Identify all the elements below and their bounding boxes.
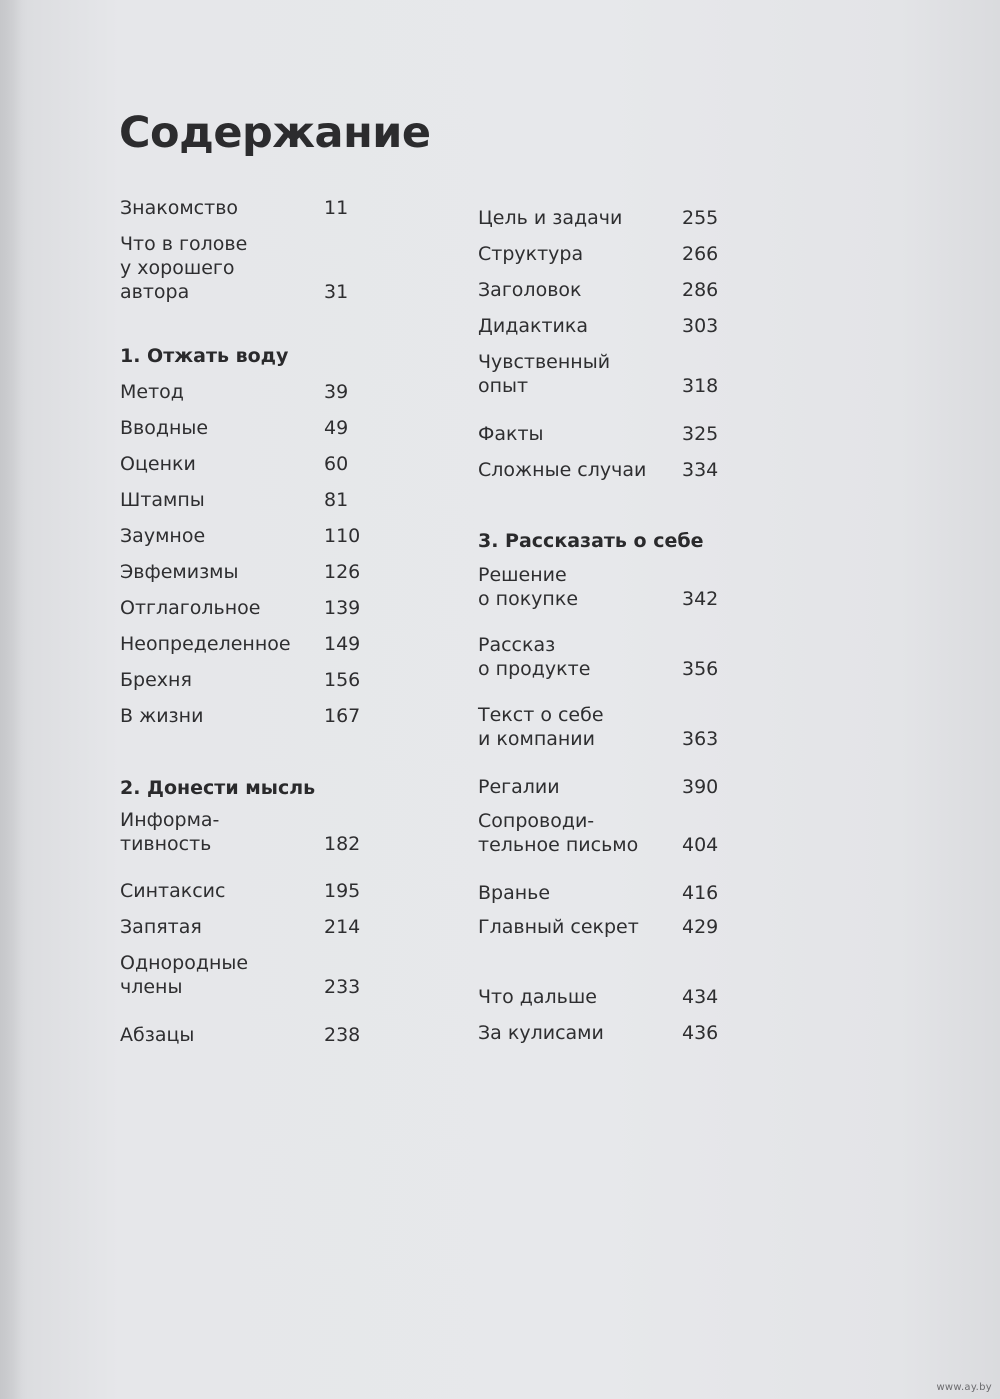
toc-section-heading: 1. Отжать воду <box>120 345 289 367</box>
toc-entry-page: 167 <box>324 705 361 727</box>
toc-entry <box>478 915 718 939</box>
toc-entry-label: Структура <box>478 243 584 265</box>
toc-entry-label: Оценки <box>120 453 196 475</box>
toc-entry-label: Факты <box>478 423 544 445</box>
toc-section-heading: 3. Рассказать о себе <box>478 530 704 552</box>
toc-entry <box>120 488 360 512</box>
toc-entry-label: Вводные <box>120 417 209 439</box>
toc-entry-label: Что дальше <box>478 986 597 1008</box>
toc-entry-label: Дидактика <box>478 315 588 337</box>
toc-entry <box>120 951 360 999</box>
toc-entry <box>120 596 360 620</box>
toc-entry-label: Текст о себе и компании <box>478 704 604 750</box>
toc-entry-label: Информа- тивность <box>120 809 220 855</box>
toc-entry <box>478 985 718 1009</box>
toc-entry-page: 110 <box>324 525 361 547</box>
toc-entry <box>478 242 718 266</box>
toc-entry <box>120 879 360 903</box>
toc-entry-label: Эвфемизмы <box>120 561 239 583</box>
toc-entry-label: Рассказ о продукте <box>478 634 591 680</box>
toc-entry-label: Запятая <box>120 916 202 938</box>
toc-entry-page: 195 <box>324 880 361 902</box>
toc-entry-label: Брехня <box>120 669 192 691</box>
toc-entry-label: Сложные случаи <box>478 459 647 481</box>
bleed-through-text <box>478 124 487 154</box>
toc-entry-page: 356 <box>682 658 719 680</box>
toc-entry-page: 49 <box>324 417 349 439</box>
toc-entry-page: 325 <box>682 423 719 445</box>
toc-entry <box>120 704 360 728</box>
toc-entry-page: 318 <box>682 375 719 397</box>
toc-right-column <box>478 206 718 1045</box>
toc-entry-label: За кулисами <box>478 1022 604 1044</box>
toc-entry <box>120 452 360 476</box>
toc-entry-page: 233 <box>324 976 361 998</box>
toc-entry-label: Заумное <box>120 525 206 547</box>
toc-entry <box>478 422 718 446</box>
toc-entry-label: Абзацы <box>120 1024 195 1046</box>
toc-entry <box>478 563 718 611</box>
toc-entry-page: 303 <box>682 315 719 337</box>
toc-entry <box>478 206 718 230</box>
toc-entry-label: Знакомство <box>120 197 239 219</box>
toc-entry <box>120 232 360 304</box>
toc-left-column <box>120 196 360 1047</box>
toc-entry-page: 436 <box>682 1022 719 1044</box>
toc-entry-label: Главный секрет <box>478 916 639 938</box>
toc-entry-page: 334 <box>682 459 719 481</box>
toc-entry-page: 255 <box>682 207 719 229</box>
toc-entry-label: Что в голове у хорошего автора <box>120 233 248 303</box>
toc-entry-page: 434 <box>682 986 719 1008</box>
toc-entry-label: Штампы <box>120 489 205 511</box>
toc-entry-label: Решение о покупке <box>478 564 579 610</box>
toc-entry-page: 139 <box>324 597 361 619</box>
toc-entry <box>478 633 718 681</box>
toc-entry-label: Заголовок <box>478 279 582 301</box>
toc-entry-page: 363 <box>682 728 719 750</box>
toc-entry-page: 182 <box>324 833 361 855</box>
toc-entry-page: 404 <box>682 834 719 856</box>
toc-entry-page: 214 <box>324 916 361 938</box>
toc-entry <box>478 278 718 302</box>
toc-entry-page: 31 <box>324 281 349 303</box>
toc-entry <box>120 416 360 440</box>
toc-entry-label: Однородные члены <box>120 952 249 998</box>
toc-entry-page: 416 <box>682 882 719 904</box>
toc-entry-page: 149 <box>324 633 361 655</box>
toc-entry <box>478 703 718 751</box>
toc-entry-page: 238 <box>324 1024 361 1046</box>
toc-entry <box>478 881 718 905</box>
toc-entry <box>478 775 718 799</box>
watermark: www.ay.by <box>936 1382 992 1393</box>
toc-entry-page: 11 <box>324 197 349 219</box>
toc-entry-label: В жизни <box>120 705 204 727</box>
toc-entry <box>120 1023 360 1047</box>
toc-entry <box>120 915 360 939</box>
toc-entry-label: Синтаксис <box>120 880 226 902</box>
toc-entry <box>478 350 718 398</box>
toc-entry <box>478 458 718 482</box>
toc-entry-label: Метод <box>120 381 184 403</box>
toc-entry <box>120 196 360 220</box>
toc-entry-page: 39 <box>324 381 349 403</box>
toc-entry <box>478 314 718 338</box>
toc-entry-page: 81 <box>324 489 349 511</box>
toc-entry <box>120 380 360 404</box>
toc-entry <box>478 809 718 857</box>
toc-entry-label: Неопределенное <box>120 633 291 655</box>
toc-entry <box>120 524 360 548</box>
toc-entry-page: 156 <box>324 669 361 691</box>
toc-entry-page: 390 <box>682 776 719 798</box>
toc-entry-label: Отглагольное <box>120 597 261 619</box>
toc-entry-label: Регалии <box>478 776 560 798</box>
toc-entry-page: 60 <box>324 453 349 475</box>
page-binding-shadow <box>0 0 22 1399</box>
toc-section-heading: 2. Донести мысль <box>120 777 316 799</box>
toc-entry-label: Цель и задачи <box>478 207 623 229</box>
toc-entry-page: 342 <box>682 588 719 610</box>
toc-entry <box>120 668 360 692</box>
toc-entry-page: 286 <box>682 279 719 301</box>
toc-entry-label: Сопроводи- тельное письмо <box>478 810 639 856</box>
toc-entry-page: 266 <box>682 243 719 265</box>
toc-entry-label: Вранье <box>478 882 551 904</box>
toc-entry-page: 429 <box>682 916 719 938</box>
toc-entry <box>120 560 360 584</box>
toc-entry-page: 126 <box>324 561 361 583</box>
toc-entry-label: Чувственный опыт <box>478 351 611 397</box>
toc-entry <box>120 632 360 656</box>
toc-entry <box>478 1021 718 1045</box>
toc-entry <box>120 808 360 856</box>
page-title: Содержание <box>119 108 431 158</box>
